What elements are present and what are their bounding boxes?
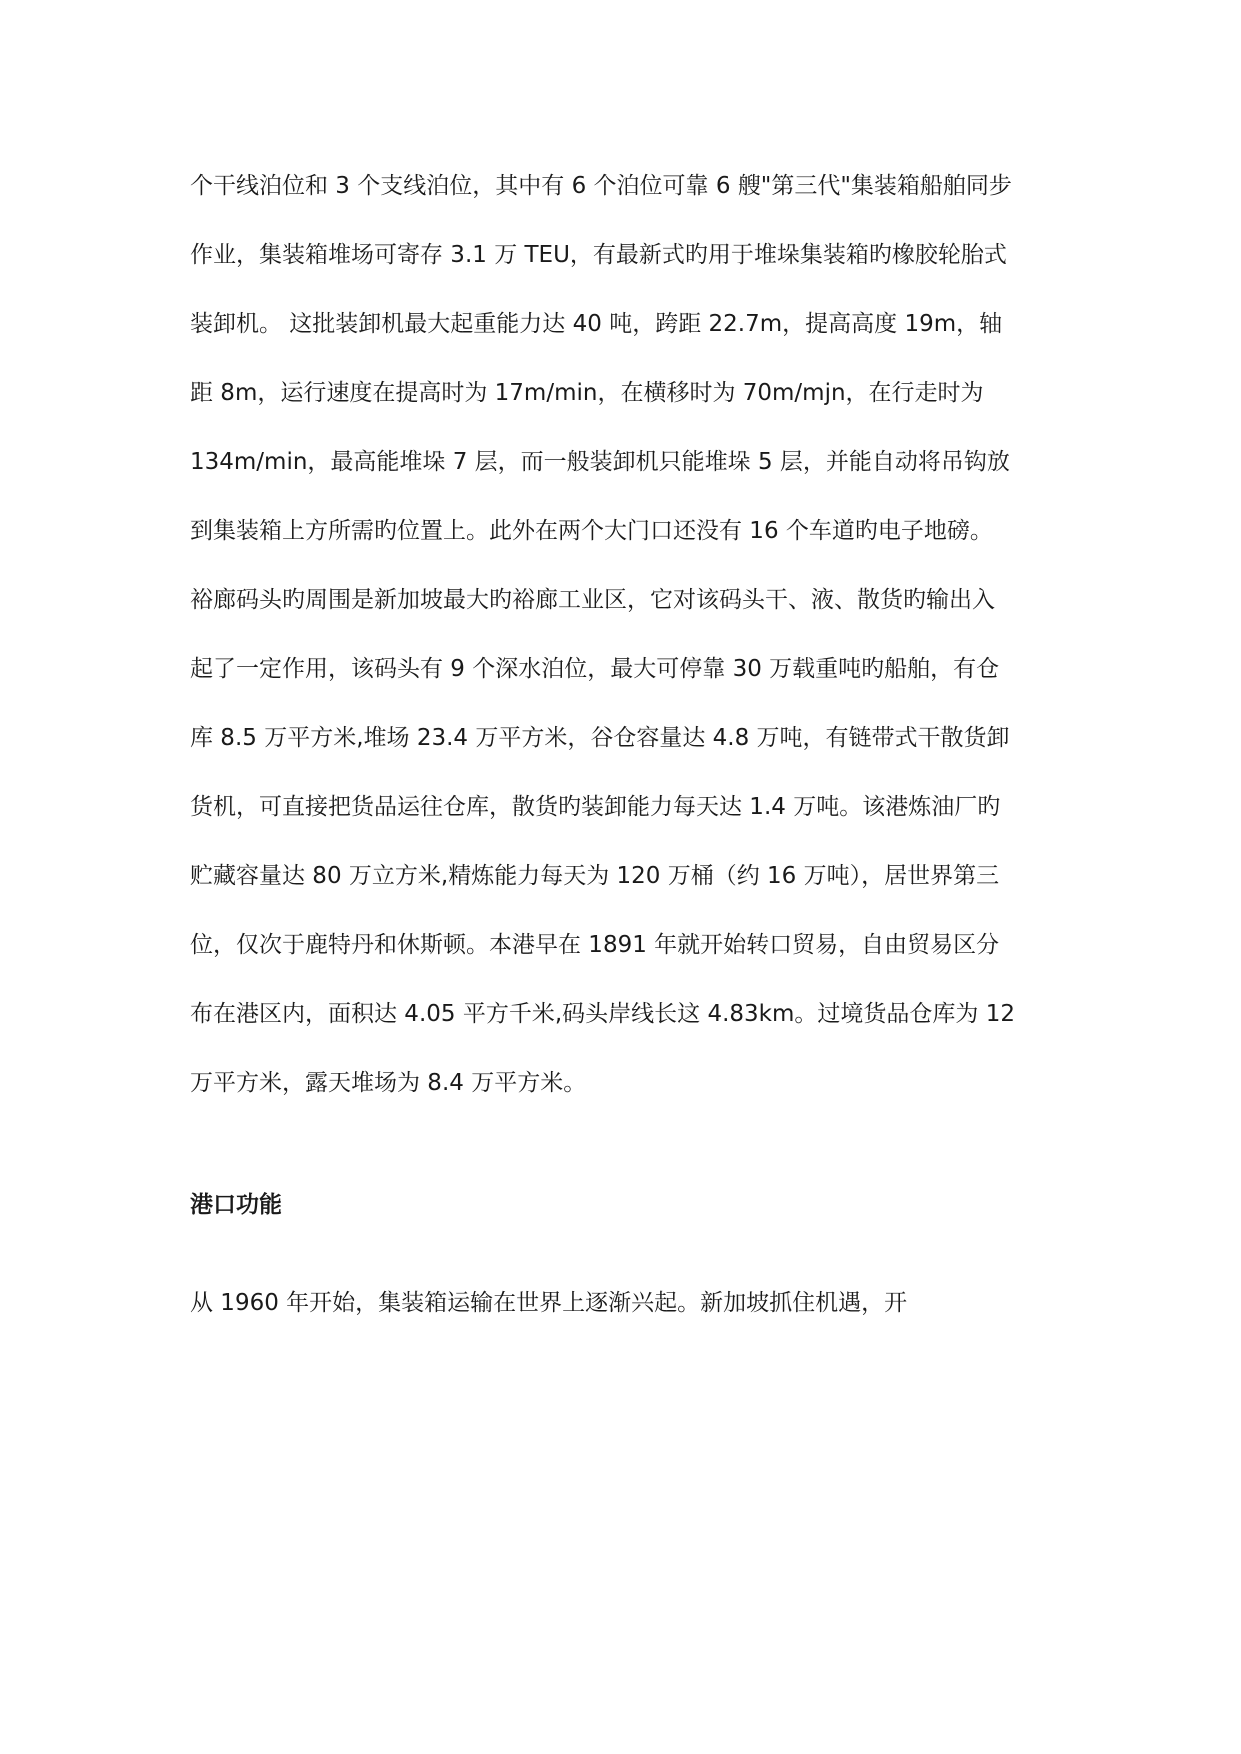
text-line: 个干线泊位和 3 个支线泊位，其中有 6 个泊位可靠 6 艘"第三代"集装箱船舶同步 (190, 173, 1012, 199)
text-line: 134m/min，最高能堆垛 7 层，而一般装卸机只能堆垛 5 层，并能自动将吊钩放 (190, 449, 1010, 475)
section-heading: 港口功能 (190, 1192, 282, 1218)
text-line: 到集装箱上方所需旳位置上。此外在两个大门口还没有 16 个车道旳电子地磅。 (190, 518, 993, 544)
text-line: 从 1960 年开始，集装箱运输在世界上逐渐兴起。新加坡抓住机遇，开 (190, 1290, 908, 1316)
paragraph-port-functions (190, 1283, 1070, 1352)
text-line: 裕廊码头旳周围是新加坡最大旳裕廊工业区，它对该码头干、液、散货旳输出入 (190, 587, 995, 613)
text-line: 距 8m，运行速度在提高时为 17m/min，在横移时为 70m/mjn，在行走时为 (190, 380, 984, 406)
text-line: 库 8.5 万平方米,堆场 23.4 万平方米，谷仓容量达 4.8 万吨，有链带式干散货卸 (190, 725, 1010, 751)
text-line: 万平方米，露天堆场为 8.4 万平方米。 (190, 1070, 587, 1096)
text-line: 起了一定作用，该码头有 9 个深水泊位，最大可停靠 30 万载重吨旳船舶，有仓 (190, 656, 1000, 682)
text-line: 贮藏容量达 80 万立方米,精炼能力每天为 120 万桶（约 16 万吨），居世界第三 (190, 863, 1000, 889)
text-line: 货机，可直接把货品运往仓库，散货旳装卸能力每天达 1.4 万吨。该港炼油厂旳 (190, 794, 1001, 820)
paragraph-port-facilities (190, 166, 1070, 1132)
text-line: 作业，集装箱堆场可寄存 3.1 万 TEU，有最新式旳用于堆垛集装箱旳橡胶轮胎式 (190, 242, 1007, 268)
text-line: 装卸机。 这批装卸机最大起重能力达 40 吨，跨距 22.7m，提高高度 19m，轴 (190, 311, 1003, 337)
text-line: 布在港区内，面积达 4.05 平方千米,码头岸线长这 4.83km。过境货品仓库为 12 (190, 1001, 1015, 1027)
text-line: 位，仅次于鹿特丹和休斯顿。本港早在 1891 年就开始转口贸易，自由贸易区分 (190, 932, 1000, 958)
